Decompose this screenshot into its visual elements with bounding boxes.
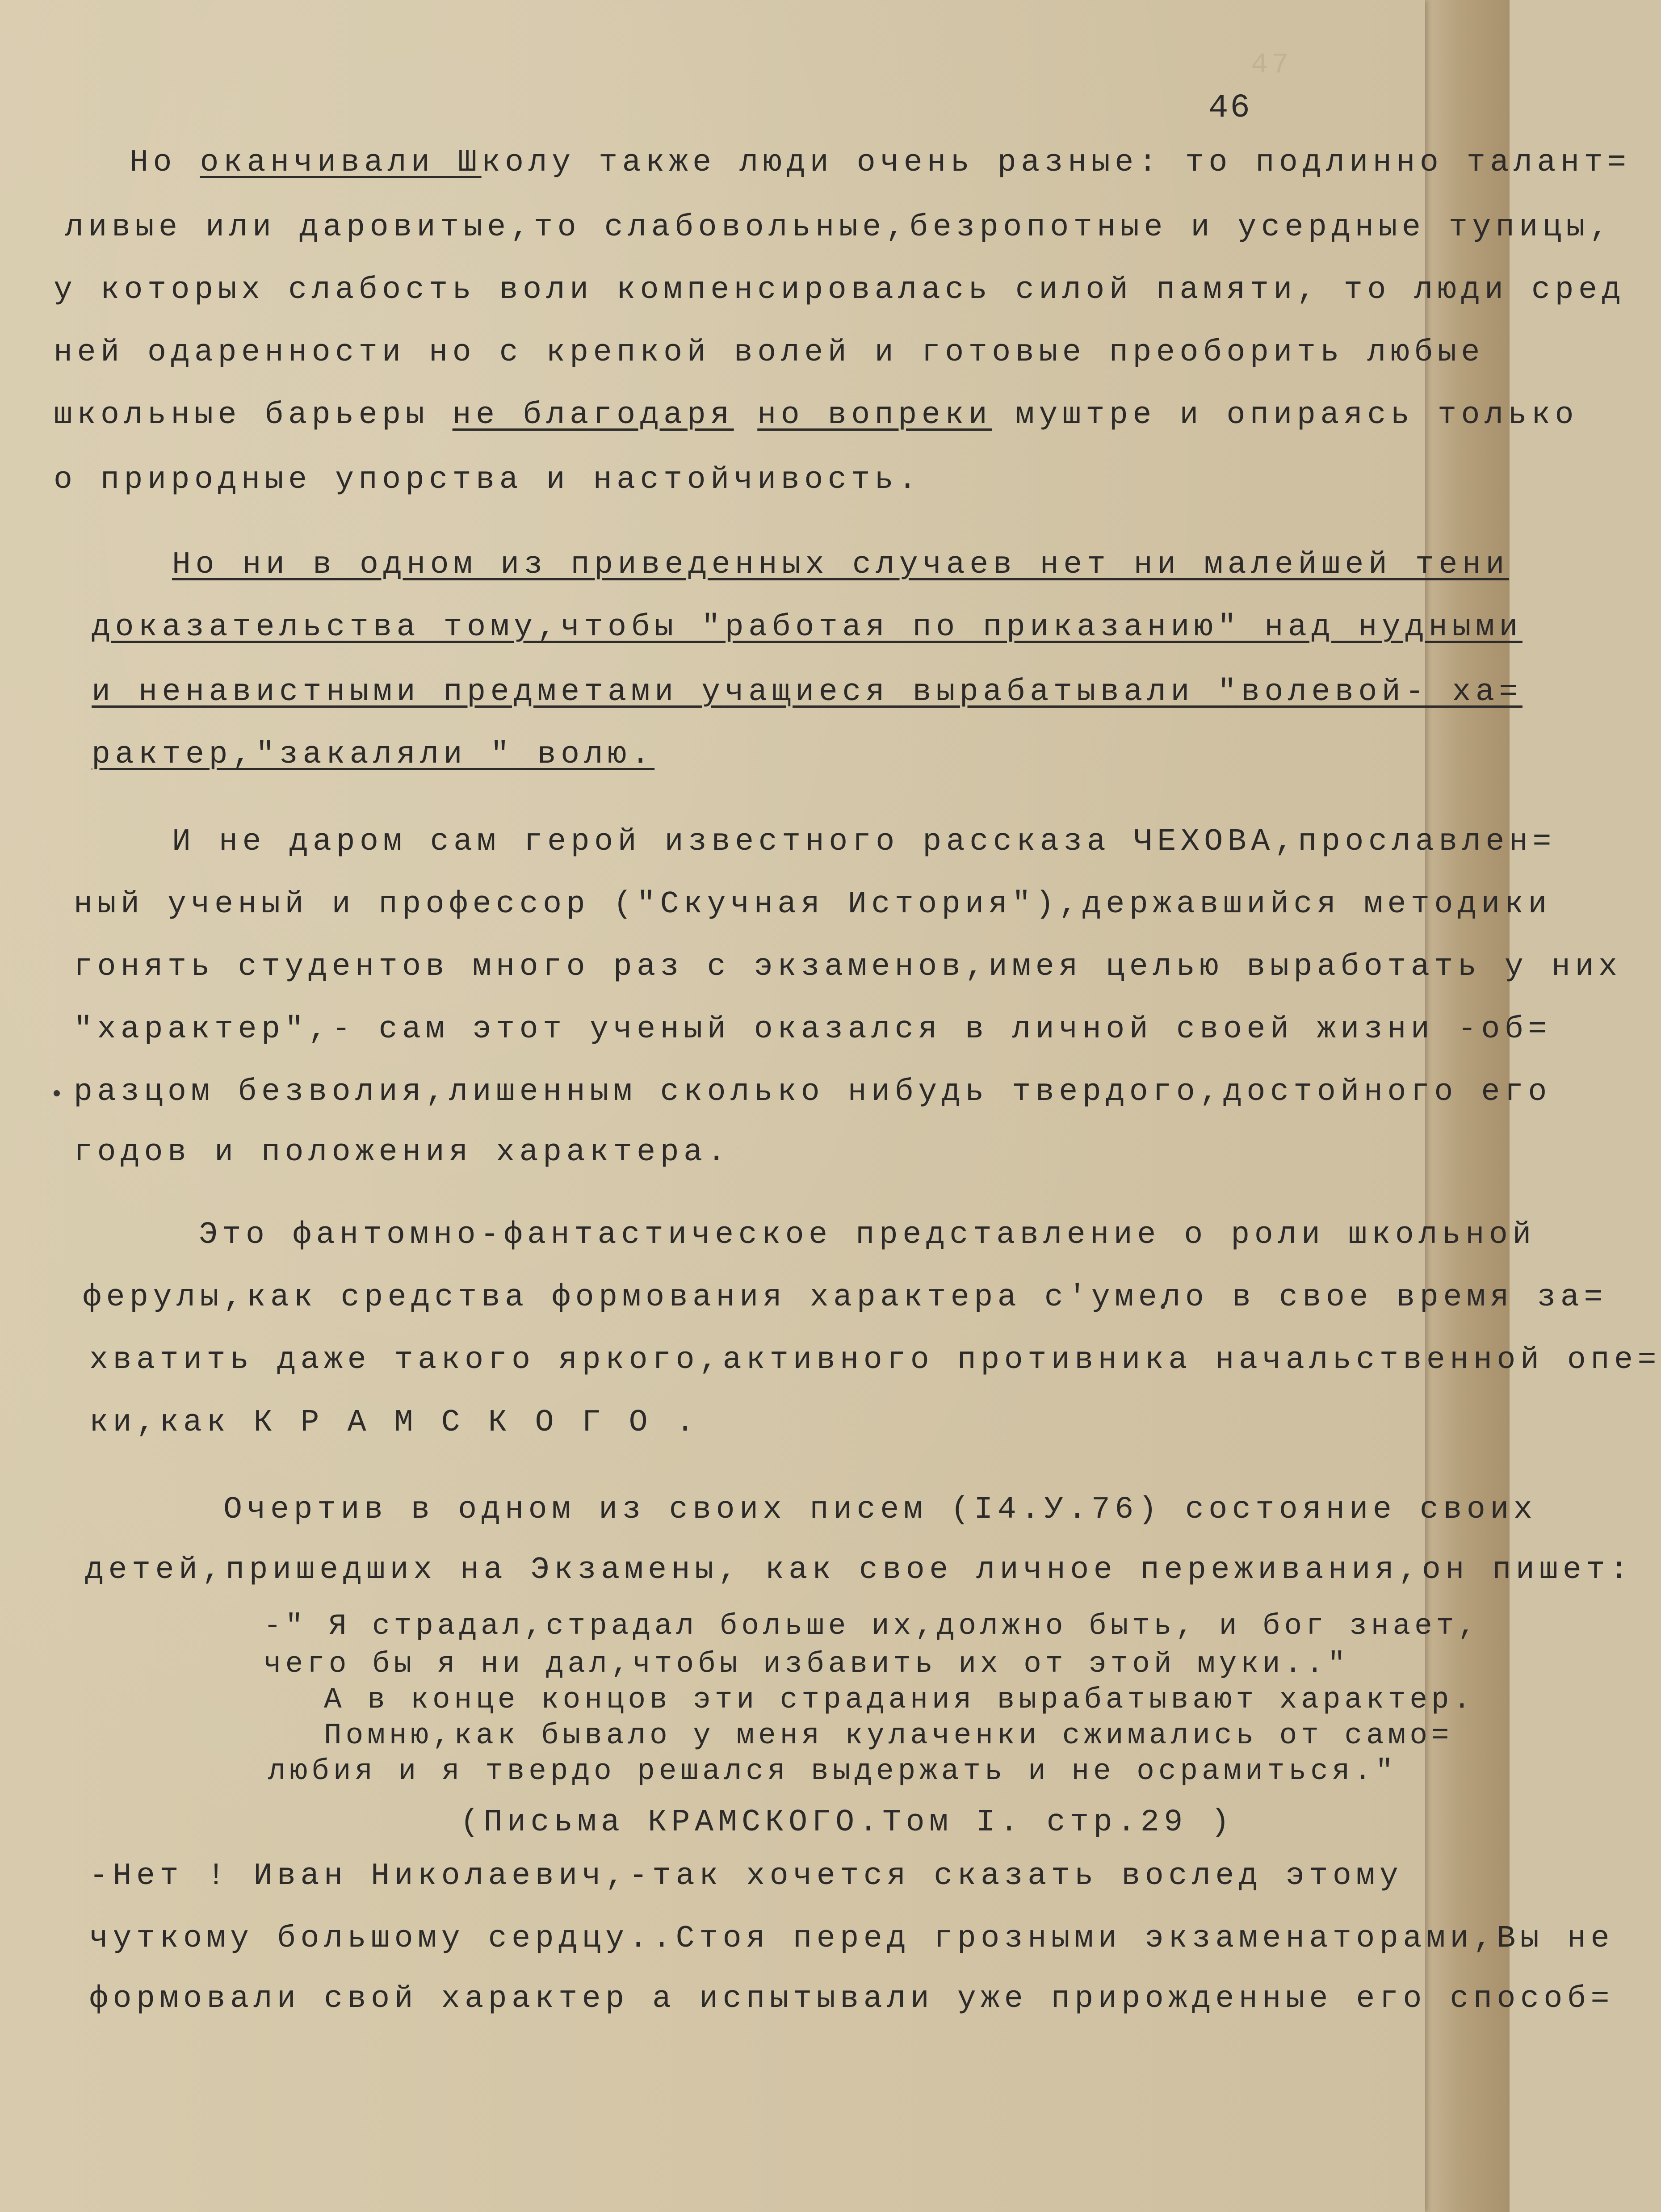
text-line [74, 1012, 1552, 1048]
text-segment: ный ученый и профессор ("Скучная История"),державшийся методики [74, 887, 1552, 922]
underlined-text: но вопреки [757, 398, 992, 433]
text-segment: гонять студентов много раз с экзаменов,имея целью выработать у них [74, 949, 1622, 985]
text-line [54, 398, 1578, 433]
text-line [199, 1217, 1536, 1253]
text-segment: хватить даже такого яркого,активного противника начальственной опе= [89, 1343, 1661, 1378]
underlined-text: не благодаря [452, 398, 734, 433]
text-line [324, 1718, 1453, 1754]
text-segment: чего бы я ни дал,чтобы избавить их от этой муки.." [264, 1647, 1350, 1681]
text-line [74, 887, 1552, 923]
text-segment: Но [130, 145, 200, 180]
text-line [264, 1608, 1480, 1644]
text-segment: -Нет ! Иван Николаевич,-так хочется сказать вослед этому [89, 1859, 1403, 1894]
text-line [85, 1553, 1633, 1588]
text-segment: детей,пришедших на Экзамены, как свое личное переживания,он пишет: [85, 1553, 1633, 1588]
text-segment: -" Я страдал,страдал больше их,должно быть, и бог знает, [264, 1609, 1480, 1643]
text-segment: муштре и опираясь только [992, 398, 1578, 433]
underlined-text: доказательства тому,чтобы "работая по приказанию" над нудными [92, 610, 1523, 645]
text-segment: (Письма КРАМСКОГО.Том I. стр.29 ) [460, 1805, 1234, 1840]
text-line [74, 1135, 730, 1171]
text-line [223, 1492, 1537, 1528]
text-segment: И не даром сам герой известного рассказа ЧЕХОВА,прославлен= [172, 824, 1556, 860]
text-line [54, 273, 1625, 308]
text-line [264, 1646, 1349, 1682]
text-segment [734, 398, 758, 433]
underlined-text: Но ни в одном из приведенных случаев нет ни малейшей тени [172, 547, 1509, 583]
underlined-text: и ненавистными предметами учащиеся вырабатывали "волевой- ха= [92, 675, 1523, 710]
text-segment: школьные барьеры [54, 398, 453, 433]
text-segment: чуткому большому сердцу..Стоя перед грозными экзаменаторами,Вы не [89, 1921, 1614, 1956]
text-line [89, 1981, 1614, 2017]
text-line [65, 210, 1613, 246]
text-segment: о природные упорства и настойчивость. [54, 462, 922, 498]
text-line [92, 737, 654, 773]
text-line [74, 1075, 1552, 1110]
text-line [54, 462, 922, 498]
text-segment: у которых слабость воли компенсировалась силой памяти, то люди сред [54, 273, 1625, 308]
bleed-through-page-number: 47 [1251, 49, 1292, 81]
text-segment: ливые или даровитые,то слабовольные,безропотные и усердные тупицы, [65, 210, 1613, 245]
text-segment: разцом безволия,лишенным сколько нибудь твердого,достойного его [74, 1075, 1552, 1110]
underlined-text: оканчивали Ш [200, 145, 482, 180]
text-segment: "характер",- сам этот ученый оказался в личной своей жизни -об= [74, 1012, 1552, 1047]
text-segment: Помню,как бывало у меня кулаченки сжимались от само= [324, 1719, 1453, 1752]
text-line [460, 1805, 1234, 1841]
text-segment: любия и я твердо решался выдержать и не осрамиться." [268, 1754, 1397, 1788]
text-line [89, 1859, 1403, 1894]
text-segment: Очертив в одном из своих писем (I4.У.76) состояние своих [223, 1492, 1537, 1528]
text-line [74, 949, 1622, 985]
underlined-text: рактер,"закаляли " волю. [92, 737, 655, 772]
text-line [172, 824, 1556, 860]
text-line [92, 610, 1523, 646]
text-line [172, 547, 1509, 583]
text-segment: Это фантомно-фантастическое представление о роли школьной [199, 1217, 1536, 1253]
text-line [83, 1280, 1607, 1316]
ink-mark [54, 1090, 60, 1096]
text-line [54, 335, 1485, 371]
text-segment: годов и положения характера. [74, 1135, 731, 1170]
text-segment: ней одаренности но с крепкой волей и готовые преоборить любые [54, 335, 1485, 370]
text-segment: ферулы,как средства формования характера с'умело в свое время за= [83, 1280, 1607, 1315]
text-line [89, 1921, 1614, 1957]
text-line [130, 145, 1631, 181]
text-segment: колу также люди очень разные: то подлинно талант= [481, 145, 1631, 180]
text-line [268, 1754, 1397, 1789]
page-number: 46 [1208, 89, 1252, 127]
text-line [324, 1682, 1475, 1718]
text-segment: ки,как К Р А М С К О Г О . [89, 1405, 700, 1440]
text-line [89, 1405, 699, 1441]
text-line [92, 675, 1523, 710]
text-segment: формовали свой характер а испытывали уже прирожденные его способ= [89, 1981, 1614, 2017]
text-segment: А в конце концов эти страдания вырабатывают характер. [324, 1683, 1475, 1717]
text-line [89, 1343, 1661, 1378]
